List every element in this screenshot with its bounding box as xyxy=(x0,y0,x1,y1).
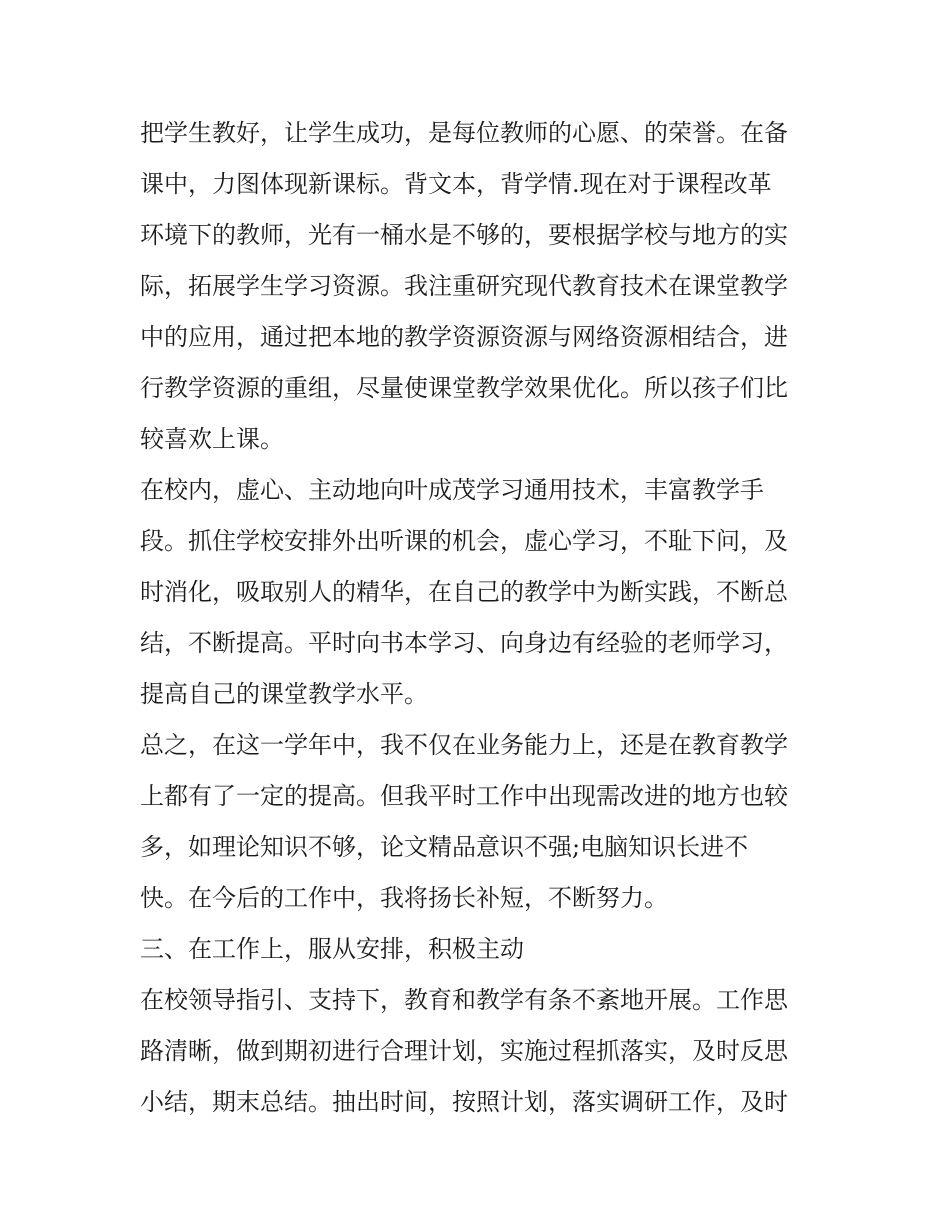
text-line: 环境下的教师，光有一桶水是不够的，要根据学校与地方的实 xyxy=(140,221,788,249)
text-line: 在校领导指引、支持下，教育和教学有条不紊地开展。工作思 xyxy=(140,986,788,1014)
text-line: 结，不断提高。平时向书本学习、向身边有经验的老师学习， xyxy=(140,629,788,657)
text-line: 际，拓展学生学习资源。我注重研究现代教育技术在课堂教学 xyxy=(140,272,788,300)
text-line: 上都有了一定的提高。但我平时工作中出现需改进的地方也较 xyxy=(140,782,788,810)
section-heading: 三、在工作上，服从安排，积极主动 xyxy=(140,935,524,963)
text-line: 行教学资源的重组，尽量使课堂教学效果优化。所以孩子们比 xyxy=(140,374,788,402)
text-line: 路清晰，做到期初进行合理计划，实施过程抓落实，及时反思 xyxy=(140,1037,788,1065)
text-line: 课中，力图体现新课标。背文本，背学情.现在对于课程改革 xyxy=(140,170,772,198)
text-line: 中的应用，通过把本地的教学资源资源与网络资源相结合，进 xyxy=(140,323,788,351)
text-line: 多，如理论知识不够，论文精品意识不强;电脑知识长进不 xyxy=(140,833,749,861)
text-line: 段。抓住学校安排外出听课的机会，虚心学习，不耻下问，及 xyxy=(140,527,788,555)
text-line: 小结，期末总结。抽出时间，按照计划，落实调研工作，及时 xyxy=(140,1088,788,1116)
text-line: 快。在今后的工作中，我将扬长补短，不断努力。 xyxy=(140,884,668,912)
text-line: 在校内，虚心、主动地向叶成茂学习通用技术，丰富教学手 xyxy=(140,476,764,504)
text-line: 时消化，吸取别人的精华，在自己的教学中为断实践，不断总 xyxy=(140,578,788,606)
text-line: 总之，在这一学年中，我不仅在业务能力上，还是在教育教学 xyxy=(140,731,788,759)
text-line: 提高自己的课堂教学水平。 xyxy=(140,680,428,708)
text-line: 较喜欢上课。 xyxy=(140,425,284,453)
body-text xyxy=(140,108,820,1128)
text-line: 把学生教好，让学生成功，是每位教师的心愿、的荣誉。在备 xyxy=(140,119,788,147)
